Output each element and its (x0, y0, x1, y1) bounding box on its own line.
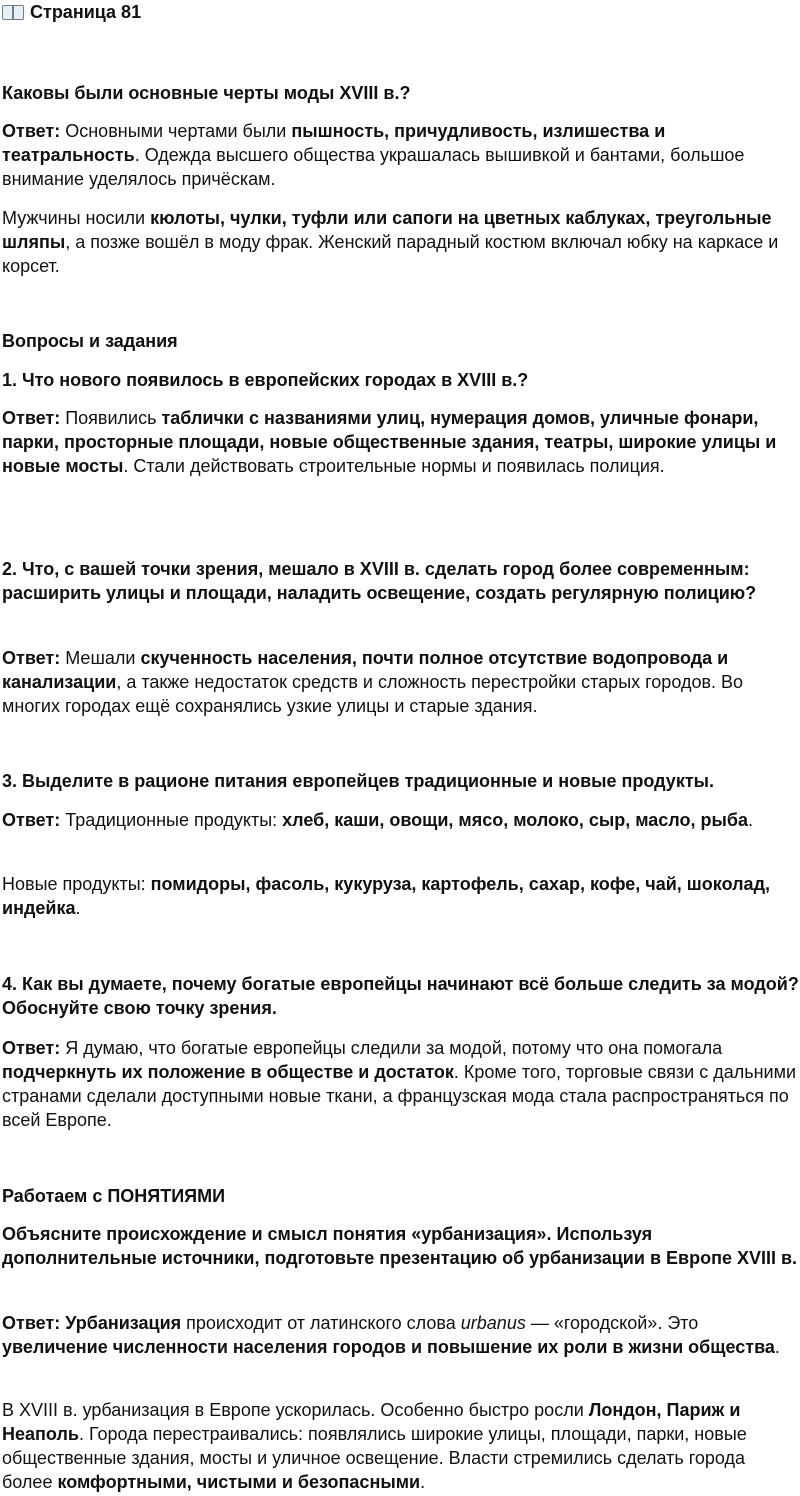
concept-question: Объясните происхождение и смысл понятия «урбанизация». Используя дополнительные источники, подготовьте презентацию об урбанизации в Европе XVIII в. (2, 1224, 798, 1268)
q4-answer: Ответ: Я думаю, что богатые европейцы следили за модой, потому что она помогала подчеркнуть их положение в обществе и достаток. Кроме того, торговые связи с дальними странами сделали доступными новые ткани, а французская мода стала распространяться по всей Европе. (2, 1038, 797, 1130)
fashion-answer-1: Ответ: Основными чертами были пышность, причудливость, излишества и театральность. Одежда высшего общества украшалась вышивкой и бантами, большое внимание уделялось причёскам. (2, 121, 745, 189)
fashion-question: Каковы были основные черты моды XVIII в.? (2, 83, 411, 103)
q2-question: 2. Что, с вашей точки зрения, мешало в XVIII в. сделать город более современным: расширить улицы и площади, наладить освещение, создать регулярную полицию? (2, 559, 757, 603)
q1-question: 1. Что нового появилось в европейских городах в XVIII в.? (2, 370, 529, 390)
page-title: Страница 81 (2, 0, 800, 24)
concept-answer: Ответ: Урбанизация происходит от латинского слова urbanus — «городской». Это увеличение численности населения городов и повышение их роли в жизни общества. (2, 1313, 780, 1357)
q1-answer: Ответ: Появились таблички с названиями улиц, нумерация домов, уличные фонари, парки, просторные площади, новые общественные здания, театры, широкие улицы и новые мосты. Стали действовать строительные нормы и появилась полиция. (2, 408, 777, 476)
q3-answer-new: Новые продукты: помидоры, фасоль, кукуруза, картофель, сахар, кофе, чай, шоколад, индейка. (2, 874, 770, 918)
q2-answer: Ответ: Мешали скученность населения, почти полное отсутствие водопровода и канализации, а также недостаток средств и сложность перестройки старых городов. Во многих городах ещё сохранялись узкие улицы и старые здания. (2, 648, 744, 716)
open-book-icon (2, 4, 24, 20)
fashion-answer-2: Мужчины носили кюлоты, чулки, туфли или сапоги на цветных каблуках, треугольные шляпы, а позже вошёл в моду фрак. Женский парадный костюм включал юбку на каркасе и корсет. (2, 208, 779, 276)
section-concepts-heading: Работаем с ПОНЯТИЯМИ (2, 1186, 226, 1206)
q3-answer-traditional: Ответ: Традиционные продукты: хлеб, каши, овощи, мясо, молоко, сыр, масло, рыба. (2, 810, 754, 830)
section-questions-heading: Вопросы и задания (2, 331, 178, 351)
concept-answer-2: В XVIII в. урбанизация в Европе ускорилась. Особенно быстро росли Лондон, Париж и Неаполь. Города перестраивались: появлялись широкие улицы, площади, парки, новые общественные здания, мосты и уличное освещение. Власти стремились сделать города более комфортными, чистыми и безопасными. (2, 1400, 747, 1492)
q4-question: 4. Как вы думаете, почему богатые европейцы начинают всё больше следить за модой? Обоснуйте свою точку зрения. (2, 974, 799, 1018)
q3-question: 3. Выделите в рационе питания европейцев традиционные и новые продукты. (2, 771, 715, 791)
